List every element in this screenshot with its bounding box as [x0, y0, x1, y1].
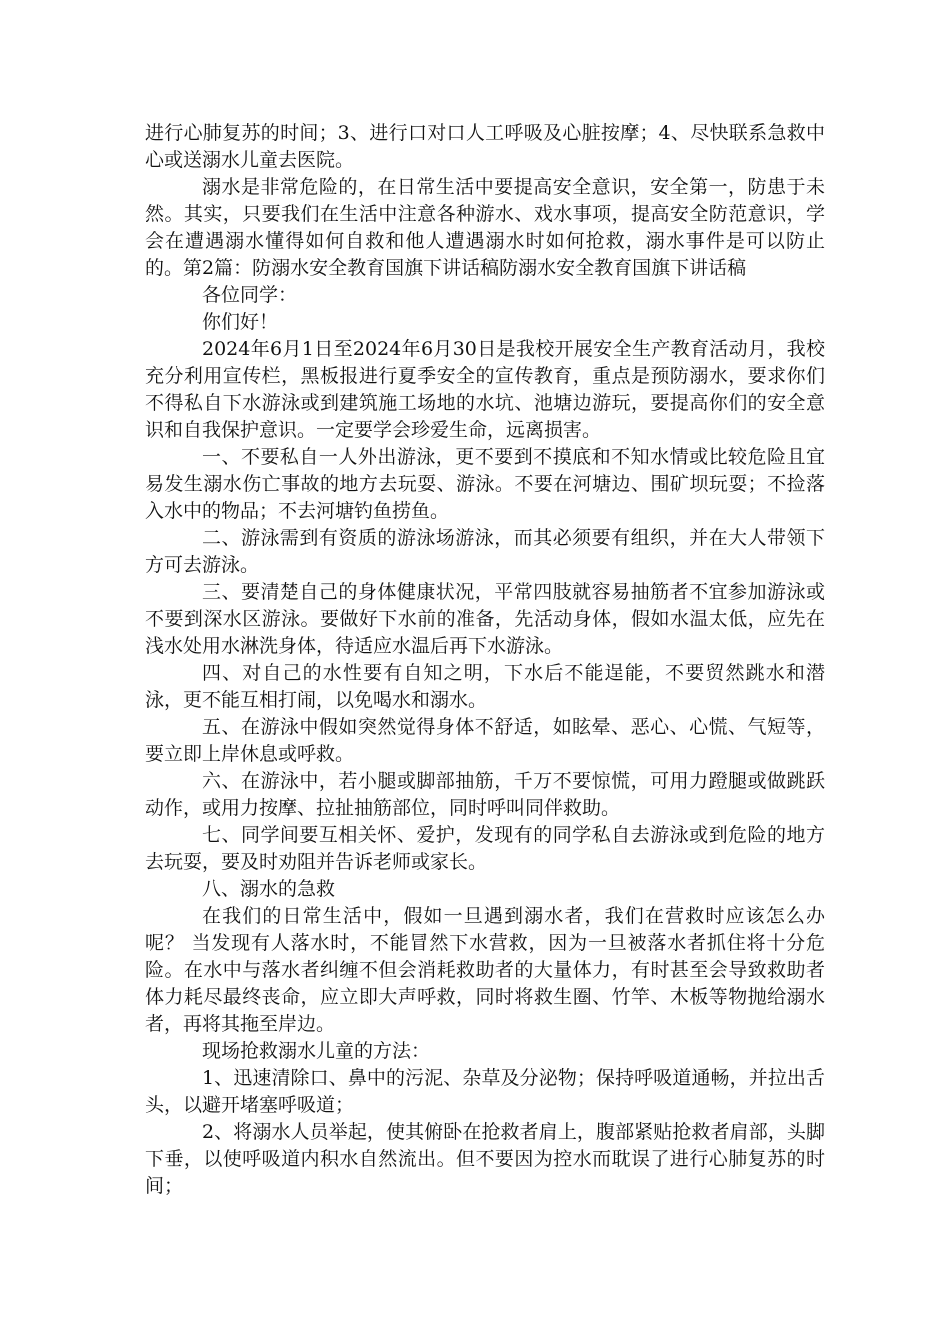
salutation: 各位同学： [202, 284, 298, 306]
rule-item: 六、在游泳中，若小腿或脚部抽筋，千万不要惊慌，可用力蹬腿或做跳跃动作，或用力按摩、拉扯抽筋部位，同时呼叫同伴救助。 [145, 770, 825, 819]
rule-item: 一、不要私自一人外出游泳，更不要到不摸底和不知水情或比较危险且宜易发生溺水伤亡事故的地方去玩耍、游泳。不要在河塘边、围矿坝玩耍；不捡落入水中的物品；不去河塘钓鱼捞鱼。 [145, 446, 825, 522]
paragraph: 在我们的日常生活中，假如一旦遇到溺水者，我们在营救时应该怎么办呢？ 当发现有人落水时，不能冒然下水营救，因为一旦被落水者抓住将十分危险。在水中与落水者纠缠不但会消耗救助者的大量体力，有时甚至会导致救助者体力耗尽最终丧命，应立即大声呼救，同时将救生圈、竹竿、木板等物抛给溺水者，再将其拖至岸边。 [145, 905, 825, 1035]
method-item: 2、将溺水人员举起，使其俯卧在抢救者肩上，腹部紧贴抢救者肩部，头脚下垂，以使呼吸道内积水自然流出。但不要因为控水而耽误了进行心肺复苏的时间； [145, 1121, 825, 1197]
greeting: 你们好！ [202, 311, 279, 333]
method-item: 1、迅速清除口、鼻中的污泥、杂草及分泌物；保持呼吸道通畅，并拉出舌头，以避开堵塞呼吸道； [145, 1067, 825, 1116]
rule-item: 四、对自己的水性要有自知之明，下水后不能逞能，不要贸然跳水和潜泳，更不能互相打闹，以免喝水和溺水。 [145, 662, 825, 711]
paragraph: 进行心肺复苏的时间；3、进行口对口人工呼吸及心脏按摩；4、尽快联系急救中心或送溺水儿童去医院。 [145, 122, 825, 171]
rule-item: 二、游泳需到有资质的游泳场游泳，而其必须要有组织，并在大人带领下方可去游泳。 [145, 527, 825, 576]
document-body [145, 120, 825, 1200]
paragraph: 溺水是非常危险的，在日常生活中要提高安全意识，安全第一，防患于未然。其实，只要我们在生活中注意各种游水、戏水事项，提高安全防范意识，学会在遭遇溺水懂得如何自救和他人遭遇溺水时如何抢救，溺水事件是可以防止的。第2篇：防溺水安全教育国旗下讲话稿防溺水安全教育国旗下讲话稿 [145, 176, 825, 279]
paragraph: 2024年6月1日至2024年6月30日是我校开展安全生产教育活动月，我校充分利用宣传栏，黑板报进行夏季安全的宣传教育，重点是预防溺水，要求你们不得私自下水游泳或到建筑施工场地的水坑、池塘边游玩，要提高你们的安全意识和自我保护意识。一定要学会珍爱生命，远离损害。 [145, 338, 825, 441]
rule-item: 五、在游泳中假如突然觉得身体不舒适，如眩晕、恶心、心慌、气短等，要立即上岸休息或呼救。 [145, 716, 825, 765]
rule-item: 三、要清楚自己的身体健康状况，平常四肢就容易抽筋者不宜参加游泳或不要到深水区游泳。要做好下水前的准备，先活动身体，假如水温太低，应先在浅水处用水淋洗身体，待适应水温后再下水游泳。 [145, 581, 825, 657]
rule-item: 七、同学间要互相关怀、爱护，发现有的同学私自去游泳或到危险的地方去玩耍，要及时劝阻并告诉老师或家长。 [145, 824, 825, 873]
section-heading: 八、溺水的急救 [202, 878, 336, 900]
subheading: 现场抢救溺水儿童的方法： [202, 1040, 431, 1062]
